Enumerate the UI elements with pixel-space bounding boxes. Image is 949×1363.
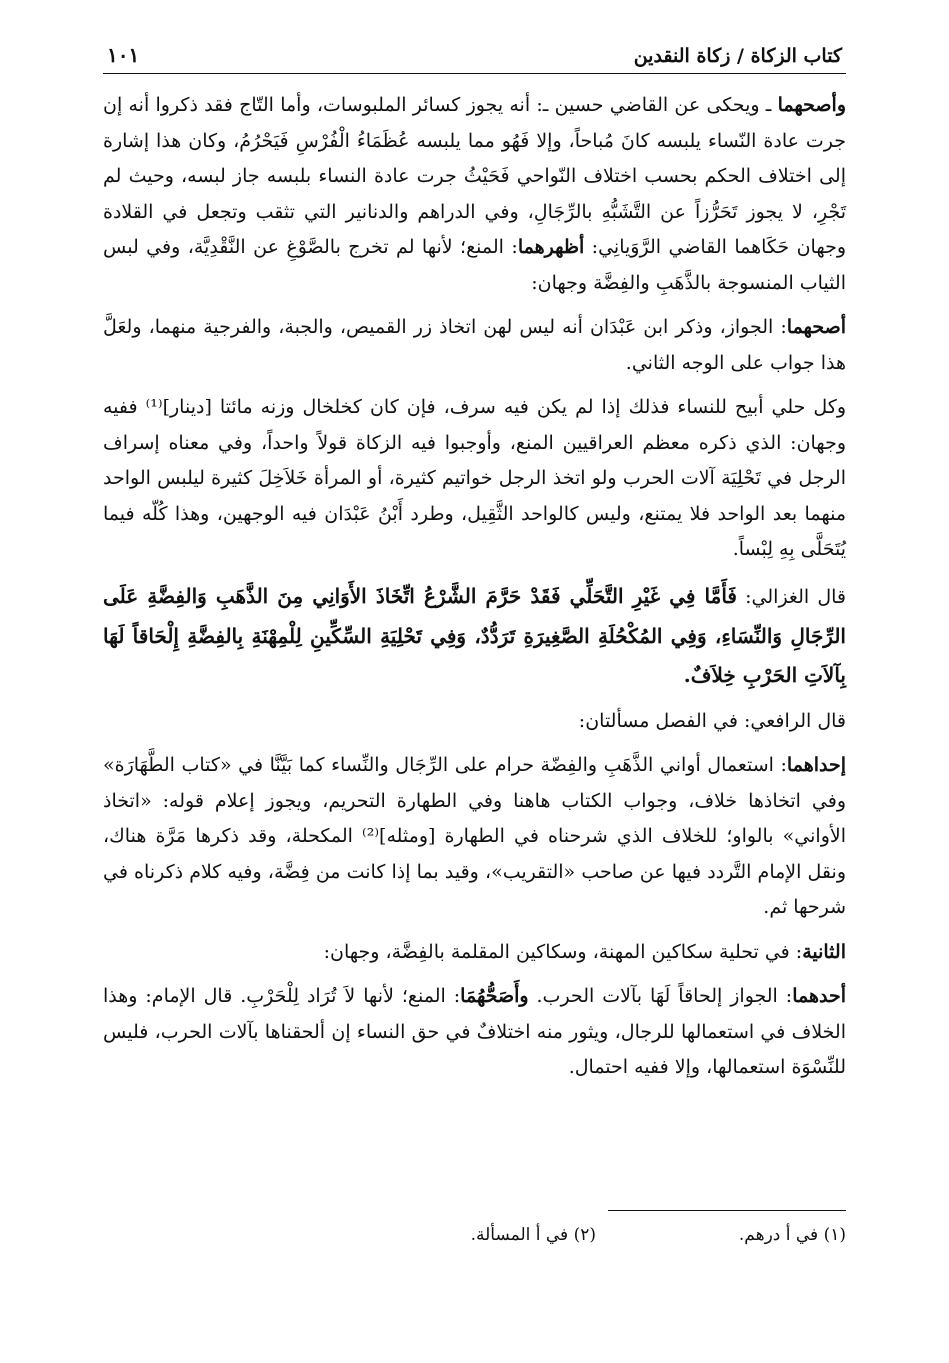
paragraph-text: : في تحلية سكاكين المهنة، وسكاكين المقلمة بالفِضَّة، وجهان:: [323, 940, 803, 963]
lead-term: أصحهما: [786, 316, 846, 338]
quote-text: فَأَمَّا فِي غَيْرِ التَّحَلِّي فَقَدْ حَرَّمَ الشَّرْعُ اتِّخَاذَ الأَوَانِي مِنَ الذَّهَبِ وَالفِضَّةِ عَلَى الرِّجَالِ وَالنِّسَاءِ، وَفِي المُكْحُلَةِ الصَّغِيرَةِ تَرَدُّدٌ، وَفِي تَحْلِيَةِ السِّكِّينِ لِلْمِهْنَةِ بِالفِضَّةِ إِلْحَاقاً لَهَا بِآلاَتِ الحَرْبِ خِلاَفٌ.: [103, 583, 846, 687]
footnote-2: (٢) في أ المسألة.: [470, 1225, 596, 1245]
footnotes: [103, 1210, 846, 1245]
lead-term: إحداهما: [786, 754, 846, 776]
paragraph-1: [103, 88, 846, 301]
paragraph-text: ـ ويحكى عن القاضي حسين ـ: أنه يجوز كسائر الملبوسات، وأما التّاج فقد ذكروا أنه إن جرت عادة النّساء يلبسه كانَ مُباحاً، وإلا فَهُو مما يلبسه عُظَمَاءُ الْفُرْسِ فَيَحْرُمُ، وكان هذا إشارة إلى اختلاف الحكم بحسب اختلاف النّواحي فَحَيْثُ جرت عادة النساء بلبسه جاز لبسه، وحيث لم تَجْرِ، لا يجوز تَحَرُّزاً عن التَّشَبُّهِ بالرِّجَالِ، وفي الدراهم والدنانير التي تثقب وتجعل في القلادة وجهان حَكَاهما القاضي الرَّوَيانِي:: [103, 94, 847, 258]
paragraph-text: : الجواز إلحاقاً لَهَا بآلات الحرب.: [528, 985, 793, 1007]
footnote-row: [103, 1225, 846, 1245]
paragraph-5: [103, 704, 846, 740]
paragraph-text: : المنع؛ لأنها لاَ تُرَاد لِلْحَرْبِ. قال الإمام: وهذا الخلاف في استعمالها للرجال، ويثور منه اختلافٌ في حق النساء إن ألحقناها بآلات الحرب، فليس للنِّسْوَة استعمالها، وإلا ففيه احتمال.: [103, 985, 846, 1078]
paragraph-7: [103, 935, 846, 971]
footnote-divider: [608, 1210, 846, 1211]
lead-term: وأَصَحُّهُمَا: [460, 985, 529, 1007]
paragraph-text: : الجواز، وذكر ابن عَبْدَان أنه ليس لهن اتخاذ زر القميص، والجبة، والفرجية منهما، ولعَلَّ هذا جواب على الوجه الثاني.: [103, 316, 846, 374]
paragraph-8: [103, 979, 846, 1086]
page-number: ١٠١: [107, 43, 140, 67]
ghazali-quote: [103, 577, 846, 695]
page-header: [103, 30, 846, 74]
paragraph-text: : استعمال أواني الذَّهَبِ والفِضّة حرام على الرِّجَال والنِّساء كما بَيَّنَّا في «كتاب الطَّهَارَة» وفي اتخاذها خلاف، وجواب الكتاب هاهنا وفي الطهارة التحريم، ويجوز إعلام قوله: «اتخاذ الأواني» بالواو؛ للخلاف الذي شرحناه في الطهارة [ومثله]⁽²⁾ المكحلة، وقد ذكرها مَرَّة هناك، ونقل الإمام التَّردد فيها عن صاحب «التقريب»، وقيد بما إذا كانت من فِضَّة، وفيه كلام ذكرناه في شرحها ثم.: [103, 754, 846, 918]
paragraph-2: [103, 310, 846, 381]
quote-intro: قال الغزالي:: [736, 585, 847, 608]
paragraph-text: قال الرافعي: في الفصل مسألتان:: [578, 709, 846, 732]
lead-term: الثانية: [802, 940, 846, 963]
paragraph-6: [103, 748, 846, 926]
main-text: [103, 88, 846, 1086]
paragraph-3: [103, 390, 846, 568]
running-title: كتاب الزكاة / زكاة النقدين: [633, 45, 842, 67]
lead-term: وأصحهما: [777, 94, 846, 116]
lead-term: أظهرهما: [517, 236, 585, 258]
paragraph-text: : المنع؛ لأنها لم تخرج بالصَّوْغِ عن النَّقْدِيَّة، وفي لبس الثياب المنسوجة بالذَّهَبِ والفِضَّة وجهان:: [103, 236, 846, 294]
footnote-1: (١) في أ درهم.: [738, 1225, 846, 1245]
lead-term: أحدهما: [792, 985, 846, 1007]
paragraph-text: وكل حلي أبيح للنساء فذلك إذا لم يكن فيه سرف، فإن كان كخلخال وزنه مائتا [دينار]⁽¹⁾ ففيه وجهان: الذي ذكره معظم العراقيين المنع، وأوجبوا فيه الزكاة قولاً واحداً، وفي معناه إسراف الرجل في تَحْلِيَة آلات الحرب ولو اتخذ الرجل خواتيم كثيرة، أو المرأة خَلاَخِلَ كثيرة ليلبس الواحد منهما بعد الواحد فلا يمتنع، وليس كالواحد الثَّقِيل، وطرد أَبْنُ عَبْدَان فيه الوجهين، وهذا كُلّه فيما يُتَحَلَّى بِهِ لِبْساً.: [103, 396, 846, 560]
